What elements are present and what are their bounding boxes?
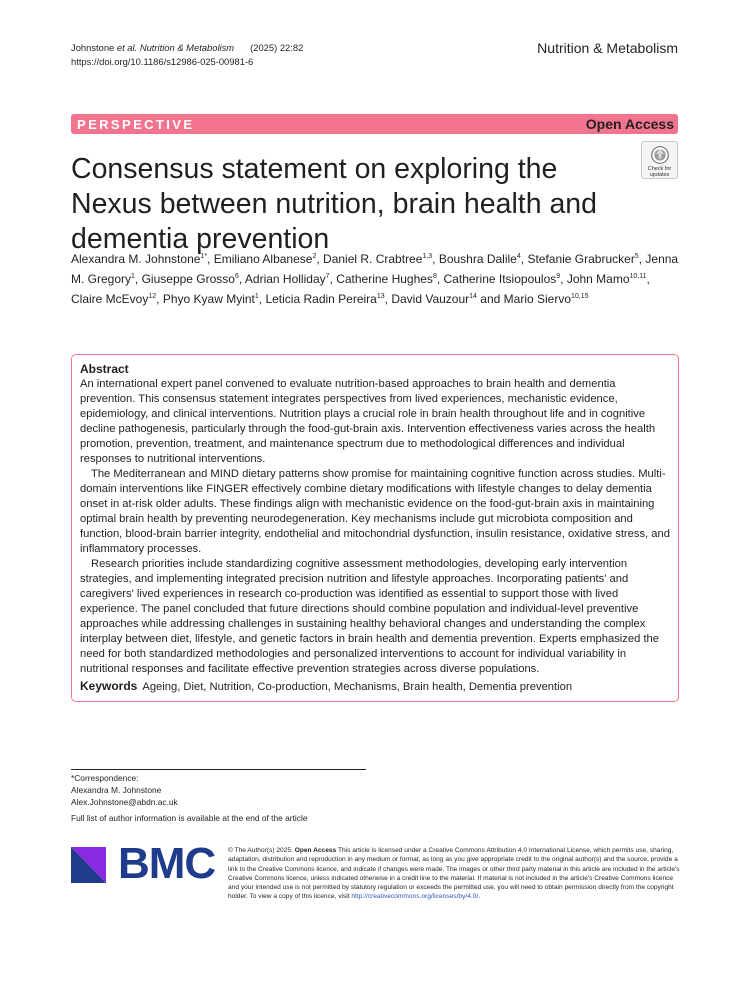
author-separator: , [436,272,444,286]
author-affiliation: 13 [376,293,385,300]
author-affiliation: 9 [556,273,561,280]
author-separator: , [258,292,266,306]
publisher-logo-text: BMC [118,839,216,888]
check-updates-icon [651,145,669,165]
author-affiliation: 10,15 [571,293,589,300]
license-body: This article is licensed under a Creative Commons Attribution 4.0 International License, which permits use, sharing, adaptation, distribution and reproduction in any medium or format, as long as you give appropriate credit to the original author(s) and the source, provide a link to the Creative Commons licence, and indicate if changes were made. The images or other third party material in this article are included in the article's Creative Commons licence, unless indicated otherwise in a credit line to the material. If material is not included in the article's Creative Commons licence and your intended use is not permitted by statutory regulation or exceeds the permitted use, you will need to obtain permission directly from the copyright holder. To view a copy of this licence, visit [228,847,680,901]
author-affiliation: 1,3 [422,253,433,260]
author-affiliation: 1 [254,293,259,300]
license-suffix: . [478,893,481,901]
author-name: Catherine Hughes [336,272,433,286]
author-name: Alexandra M. Johnstone [71,252,201,266]
author-separator: , [329,272,337,286]
author-affiliation: 1* [200,253,208,260]
open-access-label: Open Access [585,116,674,132]
author-name: Emiliano Albanese [213,252,313,266]
author-name: Daniel R. Crabtree [323,252,423,266]
author-separator: , [560,272,567,286]
author-separator: , [316,252,324,266]
article-type-label: PERSPECTIVE [77,116,195,132]
citation-header [71,41,303,69]
author-affiliation: 14 [469,293,477,300]
license-prefix: © The Author(s) 2025. [228,847,295,854]
article-title: Consensus statement on exploring the Nexus between nutrition, brain health and dementia prevention [71,153,598,255]
author-separator: , [134,272,142,286]
check-for-updates-badge[interactable] [641,141,678,179]
abstract-paragraph-3: Research priorities include standardizing cognitive assessment methodologies, developing early intervention strategies, and implementing integrated precision nutrition and lifestyle approaches. Incorporating patients' and caregivers' lived experiences in research co-production was identified as essential to support those with lived experience. The panel concluded that future directions should combine population and individual-level preventive approaches while addressing challenges in sustaining healthy behavioral changes and understanding the complex interplay between diet, lifestyle, and genetic factors in brain health and dementia prevention. Experts emphasized the need for both standardized methodologies and personalized interventions to account for individual variability in nutritional responses and facilitate effective prevention strategies across diverse populations. [80,558,659,675]
badge-line2: updates [649,172,670,178]
author-separator: , [207,252,214,266]
author-name: David Vauzour [391,292,470,306]
abstract-paragraph-1: An international expert panel convened to evaluate nutrition-based approaches to brain health and dementia prevention. This consensus statement integrates perspectives from lived experiences, mechanistic evidence, epidemiology, and clinical interventions. Nutrition plays a crucial role in brain health throughout life and in cognitive decline pathogenesis, particularly through the food-gut-brain axis. Intervention effectiveness varies across the health promotion, prevention, treatment, and maintenance spectrum due to methodological differences and individual responses to nutritional interventions. [80,378,656,465]
citation-journal: Nutrition & Metabolism [139,42,235,53]
author-separator: , [238,272,245,286]
author-name: Giuseppe Grosso [141,272,235,286]
correspondence-label: *Correspondence: [71,773,139,783]
author-affiliation: 8 [432,273,437,280]
abstract-heading: Abstract [80,362,129,376]
abstract-box [71,354,679,702]
keywords-list: Ageing, Diet, Nutrition, Co-production, Mechanisms, Brain health, Dementia prevention [142,681,573,693]
article-type-bar [71,114,678,134]
license-open-access: Open Access [294,847,337,854]
author-affiliation: 1 [131,273,135,280]
correspondence-name: Alexandra M. Johnstone [71,785,162,795]
author-separator: , [432,252,439,266]
author-affiliation: 2 [312,253,317,260]
author-separator: , [638,252,646,266]
author-name: Catherine Itsiopoulos [443,272,557,286]
correspondence-email[interactable]: Alex.Johnstone@abdn.ac.uk [71,797,178,807]
author-name: Leticia Radin Pereira [265,292,377,306]
journal-name: Nutrition & Metabolism [537,40,678,56]
author-separator: , [384,292,392,306]
author-name: John Mamo [566,272,630,286]
author-affiliation: 4 [516,253,521,260]
badge-line1: Check for [647,166,672,172]
citation-authors: Johnstone [71,42,117,53]
author-name: Adrian Holliday [244,272,326,286]
citation-year-volume: (2025) 22:82 [250,42,304,53]
correspondence-block [71,772,178,808]
author-affiliation: 5 [634,253,639,260]
citation-etal: et al. [116,42,138,53]
author-name: Phyo Kyaw Myint [162,292,255,306]
author-name: Mario Siervo [503,292,572,306]
author-name: Stefanie Grabrucker [527,252,635,266]
author-name: Boushra Dalile [438,252,517,266]
author-separator: and [476,292,504,306]
keywords-line [80,679,670,695]
abstract-paragraph-2: The Mediterranean and MIND dietary patterns show promise for maintaining cognitive function across studies. Multi-domain interventions like FINGER effectively combine dietary modifications with lifestyle changes to delay dementia onset in at-risk older adults. These findings align with mechanistic evidence on the food-gut-brain axis in maintaining optimal brain health by preventing neurodegeneration. Key mechanisms include gut microbiota composition and function, blood-brain barrier integrity, endothelial and mitochondrial dysfunction, insulin resistance, oxidative stress, and inflammatory processes. [80,468,670,555]
author-info-note: Full list of author information is available at the end of the article [71,813,308,823]
keywords-label: Keywords [80,679,138,693]
author-affiliation: 10,11 [629,273,647,280]
author-affiliation: 12 [148,293,157,300]
author-affiliation: 6 [234,273,239,280]
doi-link[interactable]: https://doi.org/10.1186/s12986-025-00981-6 [71,56,254,67]
author-separator: , [646,272,650,286]
license-link[interactable]: http://creativecommons.org/licenses/by/4.0/ [351,893,479,901]
footnote-rule [71,769,366,770]
citation-line [71,41,303,55]
author-separator: , [520,252,528,266]
author-name: Claire McEvoy [71,292,149,306]
author-list [71,249,683,309]
author-affiliation: 7 [325,273,330,280]
license-text [228,846,680,902]
author-separator: , [156,292,163,306]
author-name: Jenna M. Gregory [71,252,679,286]
